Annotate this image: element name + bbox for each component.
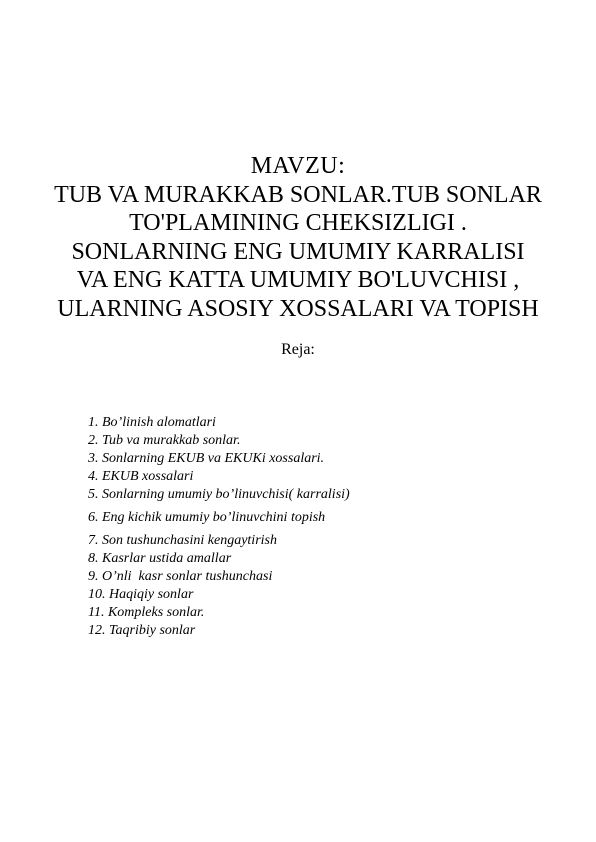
plan-heading: Reja: [281, 341, 315, 358]
document-title [0, 152, 596, 323]
plan-item: 12. Taqribiy sonlar [88, 623, 196, 638]
plan-item: 2. Tub va murakkab sonlar. [88, 433, 241, 448]
title-line: TUB VA MURAKKAB SONLAR.TUB SONLAR [54, 181, 542, 208]
title-line: SONLARNING ENG UMUMIY KARRALISI [71, 238, 525, 265]
plan-item: 4. EKUB xossalari [88, 469, 194, 484]
plan-item: 10. Haqiqiy sonlar [88, 587, 194, 602]
plan-list [88, 414, 350, 640]
plan-item: 3. Sonlarning EKUB va EKUKi xossalari. [88, 451, 325, 466]
plan-item: 9. O’nli kasr sonlar tushunchasi [88, 569, 273, 584]
plan-item: 6. Eng kichik umumiy bo’linuvchini topish [88, 510, 326, 525]
plan-item: 7. Son tushunchasini kengaytirish [88, 533, 277, 548]
plan-item: 5. Sonlarning umumiy bo’linuvchisi( karralisi) [88, 487, 350, 502]
title-line: ULARNING ASOSIY XOSSALARI VA TOPISH [57, 295, 539, 322]
plan-item: 8. Kasrlar ustida amallar [88, 551, 232, 566]
plan-item: 1. Bo’linish alomatlari [88, 415, 216, 430]
title-line: VA ENG KATTA UMUMIY BO'LUVCHISI , [76, 267, 520, 293]
plan-item: 11. Kompleks sonlar. [88, 605, 205, 620]
title-label: MAVZU: [250, 153, 346, 179]
title-line: TO'PLAMINING CHEKSIZLIGI . [129, 210, 467, 236]
